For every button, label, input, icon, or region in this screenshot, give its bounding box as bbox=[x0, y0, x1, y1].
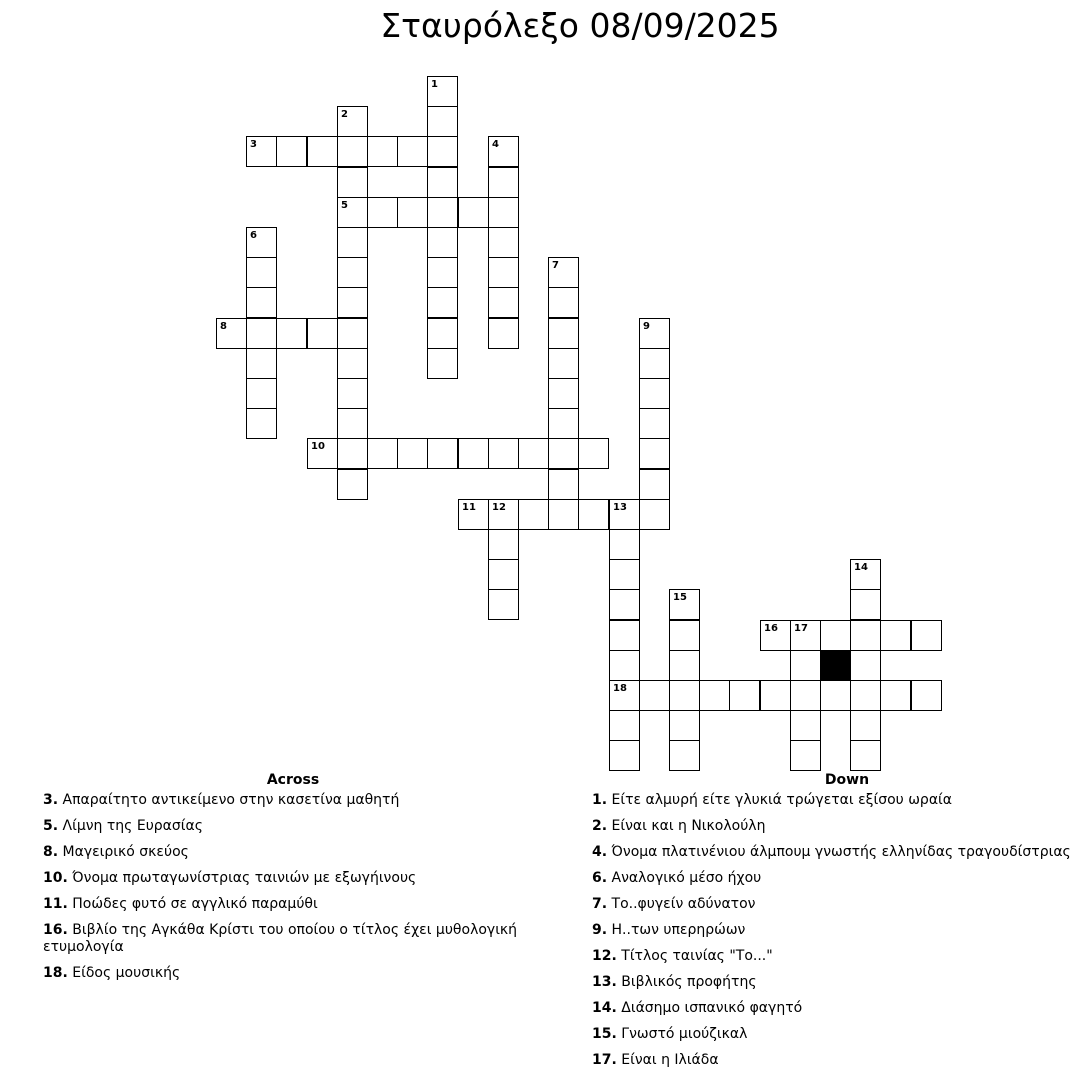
grid-cell[interactable] bbox=[246, 348, 277, 379]
across-clue[interactable] bbox=[43, 922, 533, 956]
down-clue[interactable] bbox=[592, 922, 1082, 939]
grid-cell[interactable] bbox=[548, 287, 579, 318]
down-clue[interactable] bbox=[592, 1052, 1082, 1069]
grid-cell[interactable] bbox=[639, 318, 670, 349]
grid-cell[interactable] bbox=[397, 136, 428, 167]
across-clue[interactable] bbox=[43, 818, 533, 835]
grid-cell[interactable] bbox=[427, 167, 458, 198]
clue-number: 11 bbox=[462, 502, 476, 513]
grid-cell[interactable] bbox=[337, 469, 368, 500]
grid-cell[interactable] bbox=[609, 620, 640, 651]
clue-text: Βιβλίο της Αγκάθα Κρίστι του οποίου ο τίτλος έχει μυθολογική ετυμολογία bbox=[43, 922, 518, 955]
grid-cell[interactable] bbox=[427, 318, 458, 349]
clue-label-number: 6. bbox=[592, 870, 608, 886]
across-clue[interactable] bbox=[43, 965, 533, 982]
grid-cell[interactable] bbox=[790, 650, 821, 681]
grid-cell[interactable] bbox=[337, 197, 368, 228]
clue-number: 6 bbox=[250, 230, 257, 241]
grid-cell[interactable] bbox=[850, 680, 881, 711]
grid-cell[interactable] bbox=[609, 710, 640, 741]
grid-cell[interactable] bbox=[850, 650, 881, 681]
grid-cell[interactable] bbox=[488, 559, 519, 590]
grid-cell[interactable] bbox=[669, 589, 700, 620]
grid-cell[interactable] bbox=[609, 650, 640, 681]
clue-text: Η..των υπερηρώων bbox=[611, 922, 746, 938]
clue-label-number: 4. bbox=[592, 844, 608, 860]
clue-number: 14 bbox=[854, 562, 868, 573]
grid-cell[interactable] bbox=[639, 680, 670, 711]
clue-label-number: 11. bbox=[43, 896, 68, 912]
clue-number: 15 bbox=[673, 592, 687, 603]
grid-cell[interactable] bbox=[246, 287, 277, 318]
clue-label-number: 13. bbox=[592, 974, 617, 990]
clue-number: 13 bbox=[613, 502, 627, 513]
grid-cell[interactable] bbox=[307, 318, 338, 349]
grid-cell[interactable] bbox=[518, 438, 549, 469]
grid-cell[interactable] bbox=[246, 136, 277, 167]
across-clues bbox=[43, 772, 533, 991]
grid-cell[interactable] bbox=[337, 106, 368, 137]
grid-cell[interactable] bbox=[337, 167, 368, 198]
clue-label-number: 15. bbox=[592, 1026, 617, 1042]
grid-cell[interactable] bbox=[488, 197, 519, 228]
down-clue[interactable] bbox=[592, 1026, 1082, 1043]
clue-text: Είναι και η Νικολούλη bbox=[611, 818, 766, 834]
grid-cell[interactable] bbox=[639, 499, 670, 530]
clue-number: 3 bbox=[250, 139, 257, 150]
grid-cell[interactable] bbox=[246, 408, 277, 439]
grid-cell[interactable] bbox=[639, 408, 670, 439]
clue-label-number: 18. bbox=[43, 965, 68, 981]
across-clue[interactable] bbox=[43, 792, 533, 809]
across-clue[interactable] bbox=[43, 870, 533, 887]
grid-cell[interactable] bbox=[820, 620, 851, 651]
grid-cell[interactable] bbox=[760, 620, 791, 651]
grid-cell[interactable] bbox=[488, 167, 519, 198]
grid-cell[interactable] bbox=[246, 227, 277, 258]
grid-cell[interactable] bbox=[367, 136, 398, 167]
grid-cell[interactable] bbox=[488, 589, 519, 620]
clue-text: Αναλογικό μέσο ήχου bbox=[611, 870, 762, 886]
clue-number: 2 bbox=[341, 109, 348, 120]
clue-text: Γνωστό μιούζικαλ bbox=[621, 1026, 748, 1042]
grid-cell[interactable] bbox=[609, 680, 640, 711]
clue-number: 16 bbox=[764, 623, 778, 634]
grid-cell[interactable] bbox=[850, 620, 881, 651]
grid-cell[interactable] bbox=[669, 740, 700, 771]
grid-cell[interactable] bbox=[548, 469, 579, 500]
grid-cell[interactable] bbox=[548, 348, 579, 379]
grid-cell[interactable] bbox=[911, 620, 942, 651]
clue-text: Τίτλος ταινίας "Το..." bbox=[621, 948, 773, 964]
clue-text: Είναι η Ιλιάδα bbox=[621, 1052, 719, 1068]
clue-number: 10 bbox=[311, 441, 325, 452]
grid-cell[interactable] bbox=[669, 680, 700, 711]
grid-cell[interactable] bbox=[639, 378, 670, 409]
clue-text: Βιβλικός προφήτης bbox=[621, 974, 757, 990]
grid-cell[interactable] bbox=[397, 438, 428, 469]
grid-cell[interactable] bbox=[246, 257, 277, 288]
grid-cell[interactable] bbox=[578, 438, 609, 469]
clue-number: 7 bbox=[552, 260, 559, 271]
down-clue[interactable] bbox=[592, 948, 1082, 965]
grid-cell[interactable] bbox=[548, 499, 579, 530]
grid-cell[interactable] bbox=[609, 499, 640, 530]
down-clue[interactable] bbox=[592, 896, 1082, 913]
grid-cell[interactable] bbox=[790, 740, 821, 771]
clue-number: 12 bbox=[492, 502, 506, 513]
grid-cell[interactable] bbox=[458, 438, 489, 469]
grid-cell[interactable] bbox=[397, 197, 428, 228]
clue-text: Μαγειρικό σκεύος bbox=[62, 844, 189, 860]
grid-cell[interactable] bbox=[790, 620, 821, 651]
grid-cell[interactable] bbox=[337, 408, 368, 439]
grid-cell[interactable] bbox=[307, 136, 338, 167]
grid-cell[interactable] bbox=[911, 680, 942, 711]
grid-cell[interactable] bbox=[337, 438, 368, 469]
grid-cell[interactable] bbox=[246, 318, 277, 349]
grid-cell[interactable] bbox=[488, 257, 519, 288]
across-clue[interactable] bbox=[43, 844, 533, 861]
down-clue[interactable] bbox=[592, 818, 1082, 835]
grid-cell[interactable] bbox=[337, 227, 368, 258]
down-clue[interactable] bbox=[592, 974, 1082, 991]
down-heading: Down bbox=[824, 772, 870, 788]
across-clue[interactable] bbox=[43, 896, 533, 913]
clue-text: Διάσημο ισπανικό φαγητό bbox=[621, 1000, 803, 1016]
grid-cell[interactable] bbox=[427, 136, 458, 167]
grid-cell[interactable] bbox=[850, 589, 881, 620]
grid-cell[interactable] bbox=[578, 499, 609, 530]
clue-label-number: 12. bbox=[592, 948, 617, 964]
down-clue[interactable] bbox=[592, 844, 1082, 861]
black-square bbox=[820, 650, 851, 681]
down-clues bbox=[592, 772, 1082, 1078]
grid-cell[interactable] bbox=[699, 680, 730, 711]
grid-cell[interactable] bbox=[790, 680, 821, 711]
grid-cell[interactable] bbox=[276, 136, 307, 167]
grid-cell[interactable] bbox=[669, 650, 700, 681]
grid-cell[interactable] bbox=[669, 620, 700, 651]
grid-cell[interactable] bbox=[427, 257, 458, 288]
grid-cell[interactable] bbox=[337, 136, 368, 167]
down-clue[interactable] bbox=[592, 1000, 1082, 1017]
grid-cell[interactable] bbox=[729, 680, 760, 711]
grid-cell[interactable] bbox=[850, 710, 881, 741]
grid-cell[interactable] bbox=[458, 499, 489, 530]
clue-label-number: 10. bbox=[43, 870, 68, 886]
clue-label-number: 14. bbox=[592, 1000, 617, 1016]
grid-cell[interactable] bbox=[488, 529, 519, 560]
puzzle-title: Σταυρόλεξο 08/09/2025 bbox=[380, 6, 780, 45]
grid-cell[interactable] bbox=[790, 710, 821, 741]
clue-label-number: 7. bbox=[592, 896, 608, 912]
grid-cell[interactable] bbox=[820, 680, 851, 711]
grid-cell[interactable] bbox=[427, 76, 458, 107]
grid-cell[interactable] bbox=[488, 136, 519, 167]
clue-text: Ποώδες φυτό σε αγγλικό παραμύθι bbox=[72, 896, 318, 912]
grid-cell[interactable] bbox=[427, 197, 458, 228]
clue-label-number: 16. bbox=[43, 922, 68, 938]
grid-cell[interactable] bbox=[367, 197, 398, 228]
grid-cell[interactable] bbox=[488, 499, 519, 530]
grid-cell[interactable] bbox=[276, 318, 307, 349]
clue-text: Είτε αλμυρή είτε γλυκιά τρώγεται εξίσου ωραία bbox=[611, 792, 953, 808]
grid-cell[interactable] bbox=[337, 378, 368, 409]
grid-cell[interactable] bbox=[760, 680, 791, 711]
grid-cell[interactable] bbox=[518, 499, 549, 530]
clue-label-number: 2. bbox=[592, 818, 608, 834]
clue-number: 1 bbox=[431, 79, 438, 90]
grid-cell[interactable] bbox=[609, 740, 640, 771]
clue-label-number: 9. bbox=[592, 922, 608, 938]
clue-number: 8 bbox=[220, 321, 227, 332]
grid-cell[interactable] bbox=[337, 348, 368, 379]
grid-cell[interactable] bbox=[307, 438, 338, 469]
grid-cell[interactable] bbox=[427, 106, 458, 137]
clue-label-number: 3. bbox=[43, 792, 59, 808]
clue-label-number: 1. bbox=[592, 792, 608, 808]
grid-cell[interactable] bbox=[427, 348, 458, 379]
across-heading: Across bbox=[266, 772, 320, 788]
grid-cell[interactable] bbox=[548, 408, 579, 439]
clue-text: Απαραίτητο αντικείμενο στην κασετίνα μαθητή bbox=[62, 792, 400, 808]
grid-cell[interactable] bbox=[880, 620, 911, 651]
grid-cell[interactable] bbox=[337, 318, 368, 349]
grid-cell[interactable] bbox=[548, 378, 579, 409]
grid-cell[interactable] bbox=[609, 559, 640, 590]
clue-label-number: 17. bbox=[592, 1052, 617, 1068]
grid-cell[interactable] bbox=[850, 740, 881, 771]
grid-cell[interactable] bbox=[427, 287, 458, 318]
grid-cell[interactable] bbox=[367, 438, 398, 469]
grid-cell[interactable] bbox=[609, 529, 640, 560]
down-clue[interactable] bbox=[592, 792, 1082, 809]
grid-cell[interactable] bbox=[548, 257, 579, 288]
clue-number: 18 bbox=[613, 683, 627, 694]
clue-text: Όνομα πλατινένιου άλμπουμ γνωστής ελληνίδας τραγουδίστριας bbox=[611, 844, 1071, 860]
grid-cell[interactable] bbox=[488, 287, 519, 318]
grid-cell[interactable] bbox=[488, 438, 519, 469]
grid-cell[interactable] bbox=[639, 348, 670, 379]
clue-number: 4 bbox=[492, 139, 499, 150]
grid-cell[interactable] bbox=[609, 589, 640, 620]
grid-cell[interactable] bbox=[458, 197, 489, 228]
clue-text: Είδος μουσικής bbox=[72, 965, 181, 981]
grid-cell[interactable] bbox=[548, 438, 579, 469]
down-clue[interactable] bbox=[592, 870, 1082, 887]
grid-cell[interactable] bbox=[337, 287, 368, 318]
grid-cell[interactable] bbox=[337, 257, 368, 288]
grid-cell[interactable] bbox=[669, 710, 700, 741]
grid-cell[interactable] bbox=[427, 438, 458, 469]
clue-text: Λίμνη της Ευρασίας bbox=[62, 818, 203, 834]
grid-cell[interactable] bbox=[216, 318, 247, 349]
clue-text: Όνομα πρωταγωνίστριας ταινιών με εξωγήινους bbox=[72, 870, 417, 886]
grid-cell[interactable] bbox=[639, 438, 670, 469]
grid-cell[interactable] bbox=[850, 559, 881, 590]
clue-text: Το..φυγείν αδύνατον bbox=[611, 896, 756, 912]
clue-number: 9 bbox=[643, 321, 650, 332]
clue-label-number: 5. bbox=[43, 818, 59, 834]
clue-number: 5 bbox=[341, 200, 348, 211]
grid-cell[interactable] bbox=[246, 378, 277, 409]
grid-cell[interactable] bbox=[639, 469, 670, 500]
clue-number: 17 bbox=[794, 623, 808, 634]
grid-cell[interactable] bbox=[880, 680, 911, 711]
grid-cell[interactable] bbox=[427, 227, 458, 258]
clue-label-number: 8. bbox=[43, 844, 59, 860]
grid-cell[interactable] bbox=[548, 318, 579, 349]
grid-cell[interactable] bbox=[488, 318, 519, 349]
grid-cell[interactable] bbox=[488, 227, 519, 258]
